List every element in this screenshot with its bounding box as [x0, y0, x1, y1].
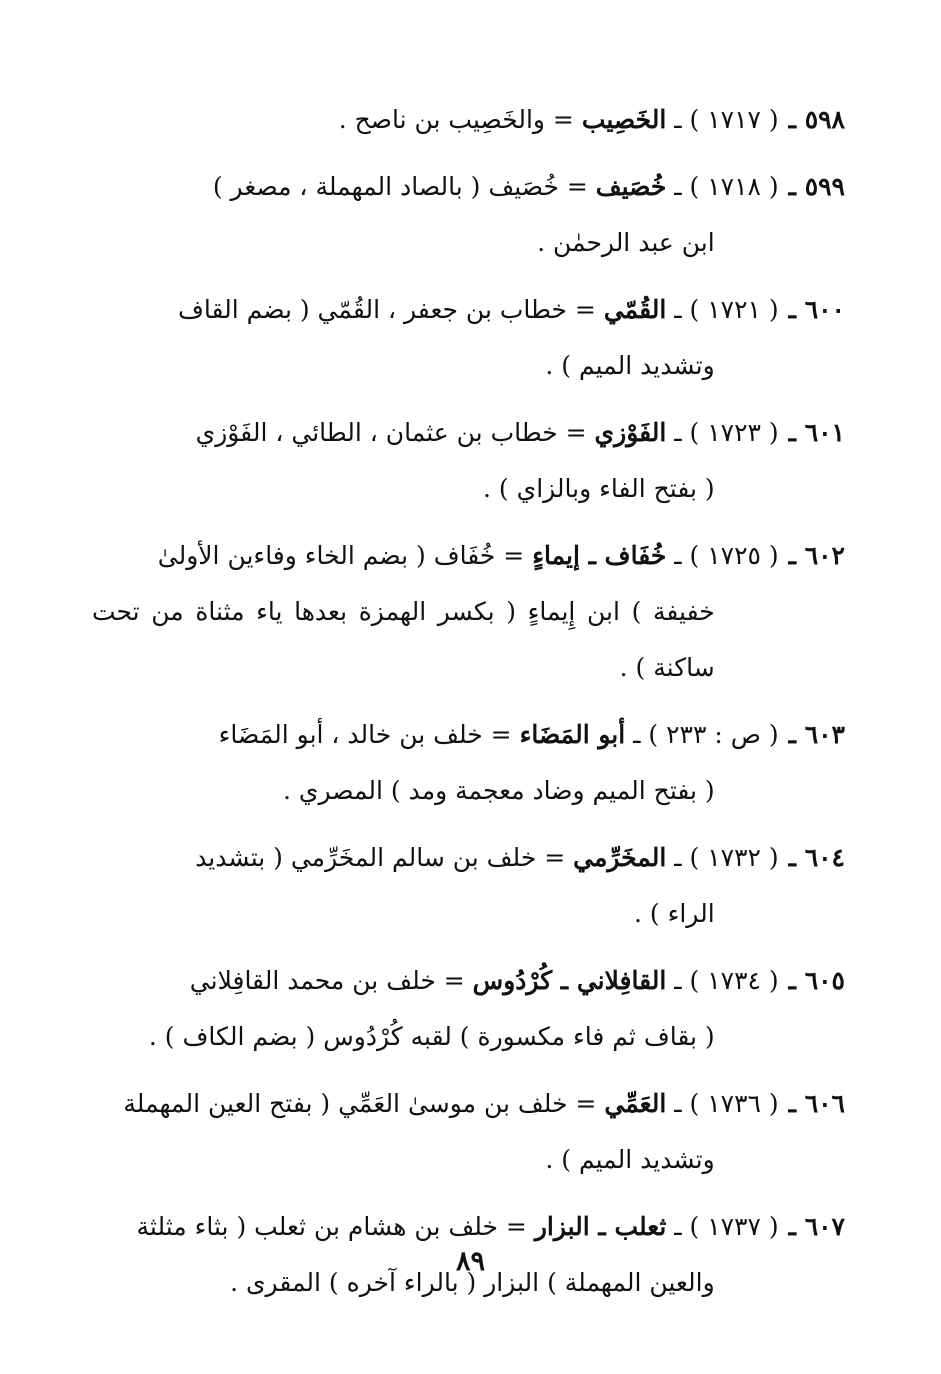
entry-first-line — [92, 405, 779, 461]
entry-body — [92, 159, 779, 271]
page-body — [92, 92, 845, 1322]
entry-headword: القُمّي — [603, 295, 667, 324]
entry-text: = خلف بن محمد القافِلاني — [189, 966, 465, 995]
entry-text: = خلف بن هشام بن ثعلب ( بثاء مثلثة — [136, 1212, 527, 1241]
entry-number: ٦٠١ ـ — [788, 418, 845, 447]
entry-number: ٦٠٦ ـ — [788, 1089, 845, 1118]
entry-text: = خلف بن سالم المخَرِّمي ( بتشديد — [195, 843, 566, 872]
entry-reference: ( ص : ٢٣٣ ) ـ — [633, 720, 779, 749]
entry-continuation: ( بفتح الفاء وبالزاي ) . — [483, 474, 715, 503]
entry-number: ٦٠٤ ـ — [788, 843, 845, 872]
entry-number: ٦٠٣ ـ — [788, 720, 845, 749]
entry-number: ٥٩٩ ـ — [788, 172, 845, 201]
entry-first-line — [92, 282, 779, 338]
entry-continuation: وتشديد الميم ) . — [545, 1145, 715, 1174]
entry — [92, 405, 845, 517]
entry-reference: ( ١٧٢٥ ) ـ — [674, 541, 779, 570]
entry — [92, 953, 845, 1065]
entry-headword: ثعلب ـ البزار — [534, 1212, 667, 1241]
entry-text: = خلف بن موسىٰ العَمِّي ( بفتح العين المهملة — [123, 1089, 597, 1118]
entry-body — [92, 92, 779, 148]
entry-first-line — [92, 1076, 779, 1132]
entry-body — [92, 707, 779, 819]
entry-text: = خطاب بن جعفر ، القُمّي ( بضم القاف — [177, 295, 596, 324]
entry-reference: ( ١٧٣٦ ) ـ — [674, 1089, 779, 1118]
entry-reference: ( ١٧٣٧ ) ـ — [674, 1212, 779, 1241]
entry-headword: الفَوْزي — [594, 418, 667, 447]
entry-text: = والخَصِيب بن ناصح . — [338, 105, 574, 134]
entry — [92, 1076, 845, 1188]
entry-first-line — [92, 92, 779, 148]
entry-reference: ( ١٧٣٢ ) ـ — [674, 843, 779, 872]
entry-number: ٦٠٥ ـ — [788, 966, 845, 995]
entry-number: ٦٠٧ ـ — [788, 1212, 845, 1241]
entry-body — [92, 405, 779, 517]
entry-body — [92, 953, 779, 1065]
entry-continuation: ابن عبد الرحمٰن . — [537, 228, 715, 257]
entry-continuation: ( بقاف ثم فاء مكسورة ) لقبه كُرْدُوس ( بضم الكاف ) . — [148, 1022, 715, 1051]
entry-text: = خطاب بن عثمان ، الطائي ، الفَوْزي — [195, 418, 587, 447]
entry-headword: أبو المَضَاء — [519, 720, 626, 749]
entry-body — [92, 1076, 779, 1188]
entry-first-line — [92, 830, 779, 886]
entry-reference: ( ١٧٢١ ) ـ — [674, 295, 779, 324]
entry-body — [92, 528, 779, 696]
entry-text: = خُصَيف ( بالصاد المهملة ، مصغر ) — [212, 172, 588, 201]
page-number: ٨٩ — [455, 1246, 485, 1277]
entry-text: = خُفَاف ( بضم الخاء وفاءين الأولىٰ — [157, 541, 525, 570]
entry-continuation: خفيفة ) ابن إِيماءٍ ( بكسر الهمزة بعدها ياء مثناة من تحت ساكنة ) . — [92, 597, 715, 682]
entry-continuation: وتشديد الميم ) . — [545, 351, 715, 380]
entry-reference: ( ١٧١٧ ) ـ — [674, 105, 779, 134]
entry-text: = خلف بن خالد ، أبو المَضَاء — [218, 720, 512, 749]
entry — [92, 830, 845, 942]
entry-body — [92, 830, 779, 942]
entry-first-line — [92, 528, 779, 584]
entry-number: ٦٠٠ ـ — [788, 295, 845, 324]
entry-headword: خُفَاف ـ إيماءٍ — [532, 541, 667, 570]
entry-headword: القافِلاني ـ كُرْدُوس — [472, 966, 667, 995]
entry-number: ٥٩٨ ـ — [788, 105, 845, 134]
entry — [92, 159, 845, 271]
entry-headword: المخَرِّمي — [573, 843, 667, 872]
entry-number: ٦٠٢ ـ — [788, 541, 845, 570]
entry-headword: الخَصِيب — [581, 105, 667, 134]
entry-continuation: ( بفتح الميم وضاد معجمة ومد ) المصري . — [283, 776, 715, 805]
entry-first-line — [92, 953, 779, 1009]
entry-headword: خُصَيف — [595, 172, 667, 201]
entry-continuation: الراء ) . — [634, 899, 715, 928]
entry — [92, 707, 845, 819]
entry-reference: ( ١٧١٨ ) ـ — [674, 172, 779, 201]
entry — [92, 92, 845, 148]
entry — [92, 528, 845, 696]
entry-body — [92, 282, 779, 394]
entry-first-line — [92, 159, 779, 215]
entry-headword: العَمِّي — [604, 1089, 667, 1118]
entry-continuation: والعين المهملة ) البزار ( بالراء آخره ) المقرى . — [230, 1268, 715, 1297]
entry-reference: ( ١٧٢٣ ) ـ — [674, 418, 779, 447]
entry-first-line — [92, 707, 779, 763]
entry — [92, 282, 845, 394]
entry-reference: ( ١٧٣٤ ) ـ — [674, 966, 779, 995]
